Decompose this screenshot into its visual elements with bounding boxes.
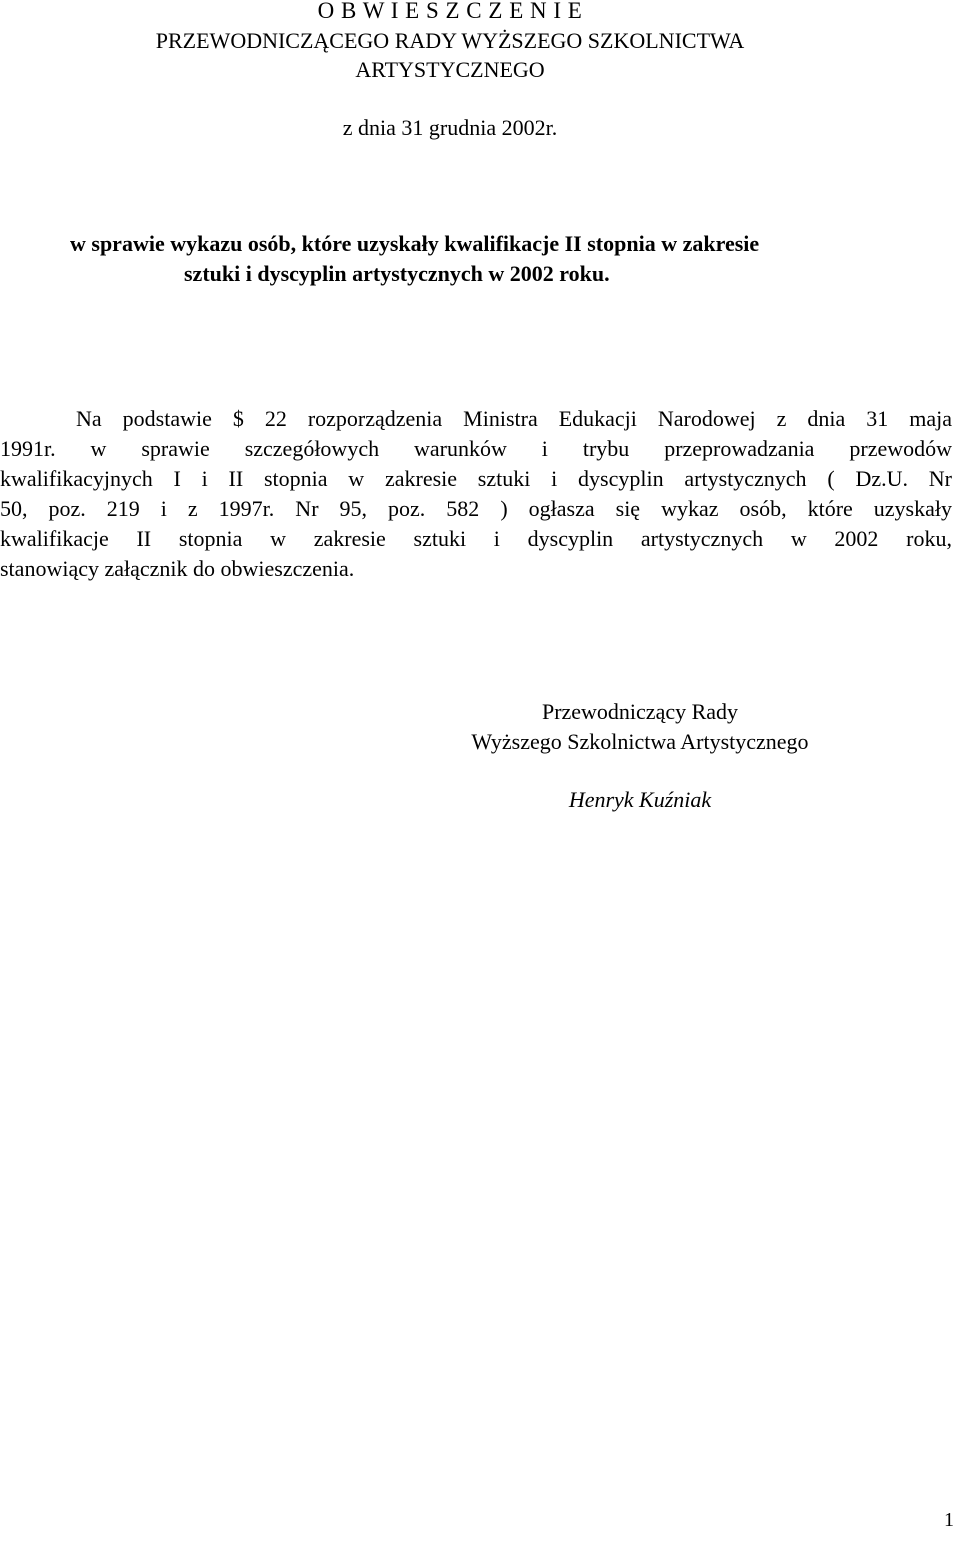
subject-line-1: w sprawie wykazu osób, które uzyskały kwalifikacje II stopnia w zakresie — [70, 231, 760, 256]
signatory-role-line-1: Przewodniczący Rady — [541, 699, 739, 724]
signatory-role-line-2: Wyższego Szkolnictwa Artystycznego — [471, 729, 809, 754]
body-line-5: kwalifikacje II stopnia w zakresie sztuki i dyscyplin artystycznych w 2002 roku, — [0, 526, 952, 551]
issuer-line-1: PRZEWODNICZĄCEGO RADY WYŻSZEGO SZKOLNICTWA — [155, 28, 745, 53]
body-line-4: 50, poz. 219 i z 1997r. Nr 95, poz. 582 ) ogłasza się wykaz osób, które uzyskały — [0, 496, 952, 521]
body-line-1: Na podstawie $ 22 rozporządzenia Ministra Edukacji Narodowej z dnia 31 maja — [76, 406, 952, 431]
body-line-6: stanowiący załącznik do obwieszczenia. — [0, 556, 355, 581]
page-number: 1 — [944, 1509, 954, 1531]
signatory-name: Henryk Kuźniak — [568, 787, 712, 812]
document-title-spaced: O B W I E S Z C Z E N I E — [317, 0, 583, 23]
body-line-2: 1991r. w sprawie szczegółowych warunków i trybu przeprowadzania przewodów — [0, 436, 952, 461]
body-line-3: kwalifikacyjnych I i II stopnia w zakresie sztuki i dyscyplin artystycznych ( Dz.U. Nr — [0, 466, 952, 491]
issuer-line-2: ARTYSTYCZNEGO — [355, 57, 545, 82]
document-date: z dnia 31 grudnia 2002r. — [342, 115, 558, 140]
subject-line-2: sztuki i dyscyplin artystycznych w 2002 roku. — [184, 261, 610, 286]
